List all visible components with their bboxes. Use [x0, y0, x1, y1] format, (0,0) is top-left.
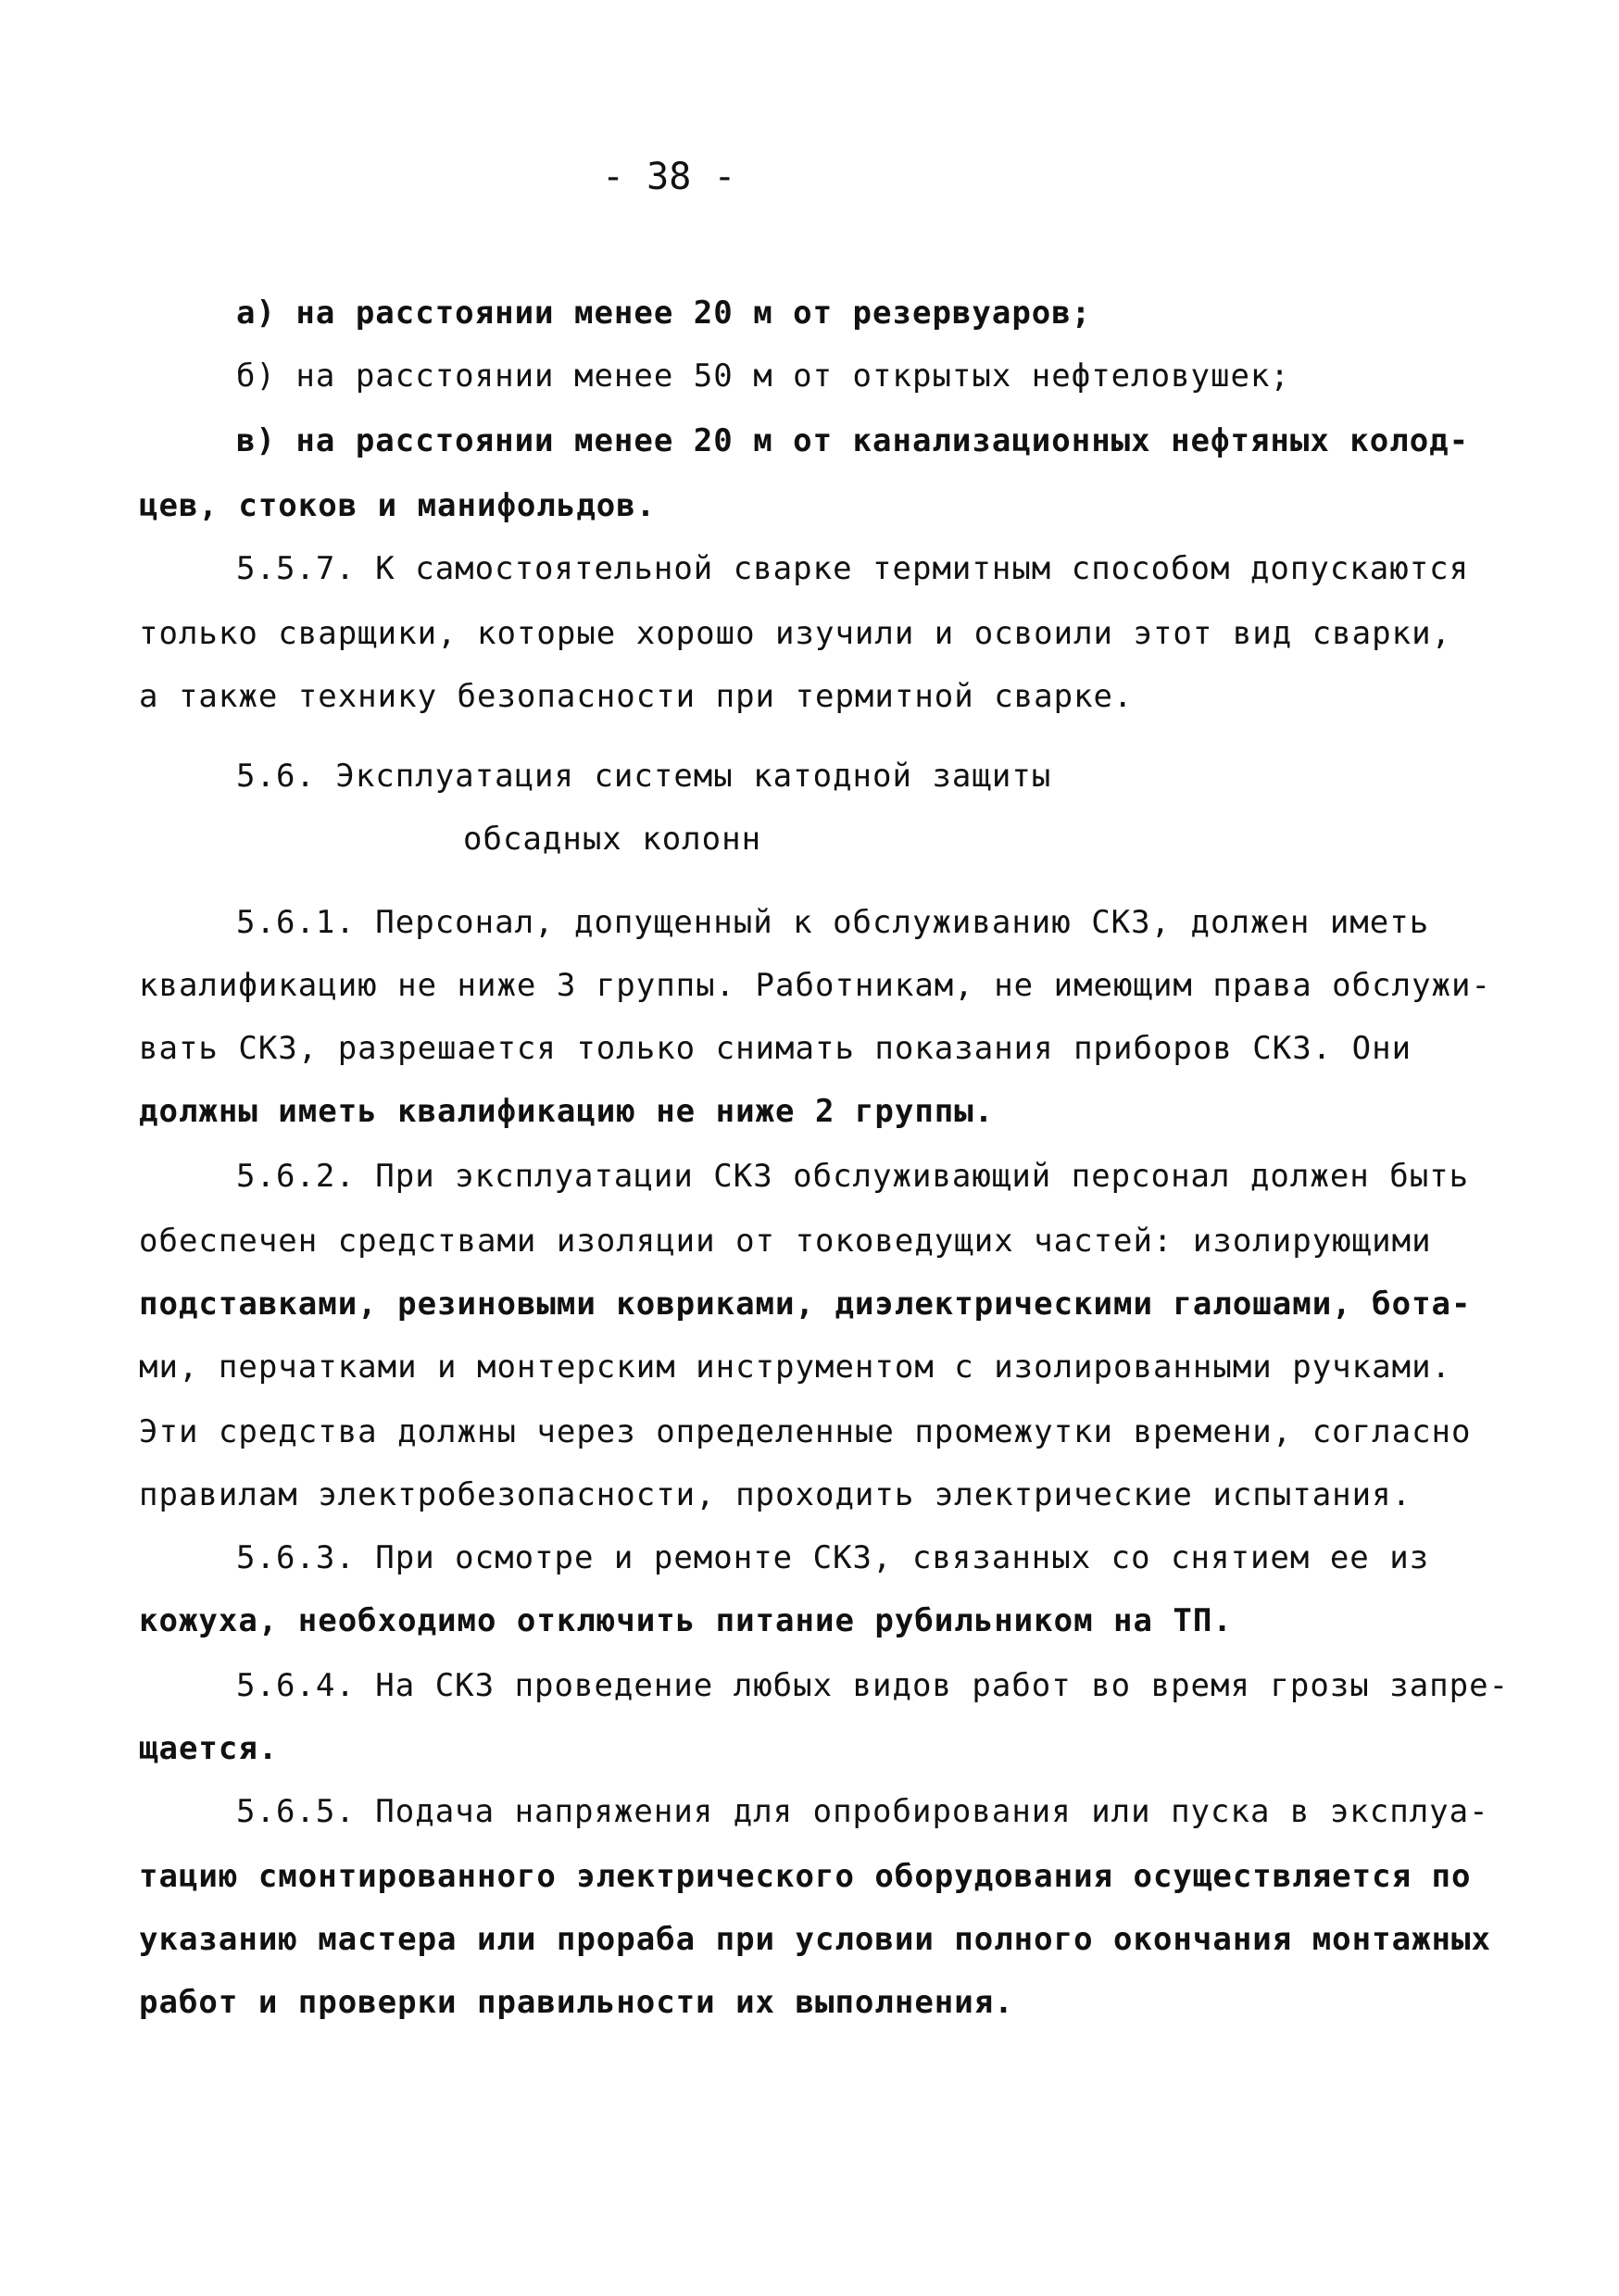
paragraph-5-6-1-line-4: должны иметь квалификацию не ниже 2 группы. [139, 1093, 995, 1130]
list-item-c-continuation: цев, стоков и манифольдов. [139, 487, 657, 524]
paragraph-5-6-1-line-2: квалификацию не ниже 3 группы. Работникам, не имеющим права обслужи- [139, 967, 1491, 1004]
paragraph-5-6-2-line-5: Эти средства должны через определенные промежутки времени, согласно [139, 1413, 1472, 1450]
paragraph-5-5-7-line-1: 5.5.7. К самостоятельной сварке термитным способом допускаются [236, 550, 1470, 587]
paragraph-5-6-5-line-3: указанию мастера или прораба при условии полного окончания монтажных [139, 1921, 1491, 1958]
list-item-a: а) на расстоянии менее 20 м от резервуаров; [236, 295, 1092, 332]
paragraph-5-6-1-line-3: вать СКЗ, разрешается только снимать показания приборов СКЗ. Они [139, 1030, 1412, 1067]
paragraph-5-6-3-line-1: 5.6.3. При осмотре и ремонте СКЗ, связанных со снятием ее из [236, 1539, 1430, 1576]
paragraph-5-6-5-line-4: работ и проверки правильности их выполнения. [139, 1984, 1014, 2021]
section-heading-line-2: обсадных колонн [463, 821, 762, 858]
paragraph-5-6-2-line-2: обеспечен средствами изоляции от токоведущих частей: изолирующими [139, 1223, 1432, 1260]
paragraph-5-6-2-line-6: правилам электробезопасности, проходить электрические испытания. [139, 1476, 1412, 1513]
paragraph-5-6-2-line-3: подставками, резиновыми ковриками, диэлектрическими галошами, бота- [139, 1286, 1472, 1323]
list-item-c: в) на расстоянии менее 20 м от канализационных нефтяных колод- [236, 422, 1470, 459]
paragraph-5-6-5-line-2: тацию смонтированного электрического оборудования осуществляется по [139, 1858, 1472, 1895]
paragraph-5-6-2-line-1: 5.6.2. При эксплуатации СКЗ обслуживающий персонал должен быть [236, 1158, 1470, 1195]
paragraph-5-6-1-line-1: 5.6.1. Персонал, допущенный к обслуживанию СКЗ, должен иметь [236, 904, 1430, 941]
section-heading-line-1: 5.6. Эксплуатация системы катодной защиты [236, 758, 1052, 795]
page-number: - 38 - [602, 156, 736, 198]
paragraph-5-6-4-line-1: 5.6.4. На СКЗ проведение любых видов работ во время грозы запре- [236, 1667, 1510, 1704]
list-item-b: б) на расстоянии менее 50 м от открытых нефтеловушек; [236, 358, 1290, 395]
paragraph-5-6-3-line-2: кожуха, необходимо отключить питание рубильником на ТП. [139, 1602, 1233, 1639]
paragraph-5-6-5-line-1: 5.6.5. Подача напряжения для опробирования или пуска в эксплуа- [236, 1793, 1489, 1830]
paragraph-5-5-7-line-2: только сварщики, которые хорошо изучили и освоили этот вид сварки, [139, 615, 1452, 652]
paragraph-5-6-2-line-4: ми, перчатками и монтерским инструментом с изолированными ручками. [139, 1349, 1452, 1386]
paragraph-5-5-7-line-3: а также технику безопасности при термитной сварке. [139, 678, 1134, 715]
paragraph-5-6-4-line-2: щается. [139, 1730, 279, 1767]
